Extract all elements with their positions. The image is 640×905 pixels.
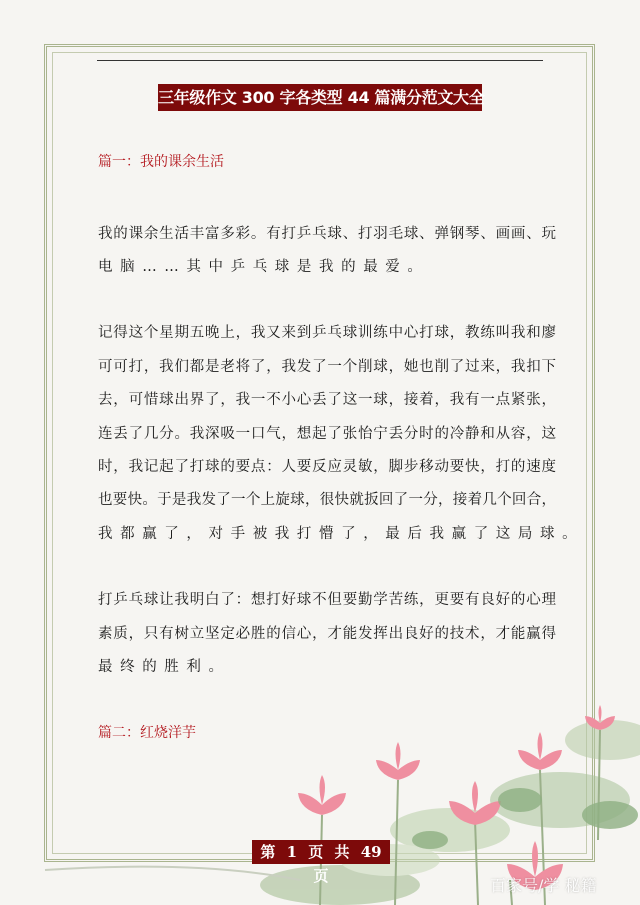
document-title: 三年级作文 300 字各类型 44 篇满分范文大全 xyxy=(158,84,482,111)
body-line: 素质，只有树立坚定必胜的信心，才能发挥出良好的技术，才能赢得 xyxy=(98,626,556,642)
body-line: 记得这个星期五晚上，我又来到乒乓球训练中心打球，教练叫我和廖 xyxy=(98,325,556,341)
page-indicator: 第 1 页 共 49 页 xyxy=(252,840,390,864)
body-line: 可可打，我们都是老将了，我发了一个削球，她也削了过来，我扣下 xyxy=(98,359,556,375)
body-line: 去，可惜球出界了，我一不小心丢了这一球，接着，我有一点紧张， xyxy=(98,392,556,408)
body-line: 打乒乓球让我明白了：想打好球不但要勤学苦练，更要有良好的心理 xyxy=(98,592,556,608)
body-line: 时，我记起了打球的要点：人要反应灵敏，脚步移动要快，打的速度 xyxy=(98,459,556,475)
body-line: 也要快。于是我发了一个上旋球，很快就扳回了一分，接着几个回合， xyxy=(98,492,556,508)
body-line: 我都赢了，对手被我打懵了，最后我赢了这局球。 xyxy=(98,526,585,542)
section-heading: 篇二：红烧洋芋 xyxy=(98,725,196,741)
body-line: 电脑……其中乒乓球是我的最爱。 xyxy=(98,259,430,275)
body-line: 我的课余生活丰富多彩。有打乒乓球、打羽毛球、弹钢琴、画画、玩 xyxy=(98,226,556,242)
body-line: 最终的胜利。 xyxy=(98,659,231,675)
watermark: 百家号/学 秘籍 xyxy=(490,876,597,895)
section-heading: 篇一：我的课余生活 xyxy=(98,154,224,170)
body-line: 连丢了几分。我深吸一口气，想起了张怡宁丢分时的冷静和从容，这 xyxy=(98,426,556,442)
